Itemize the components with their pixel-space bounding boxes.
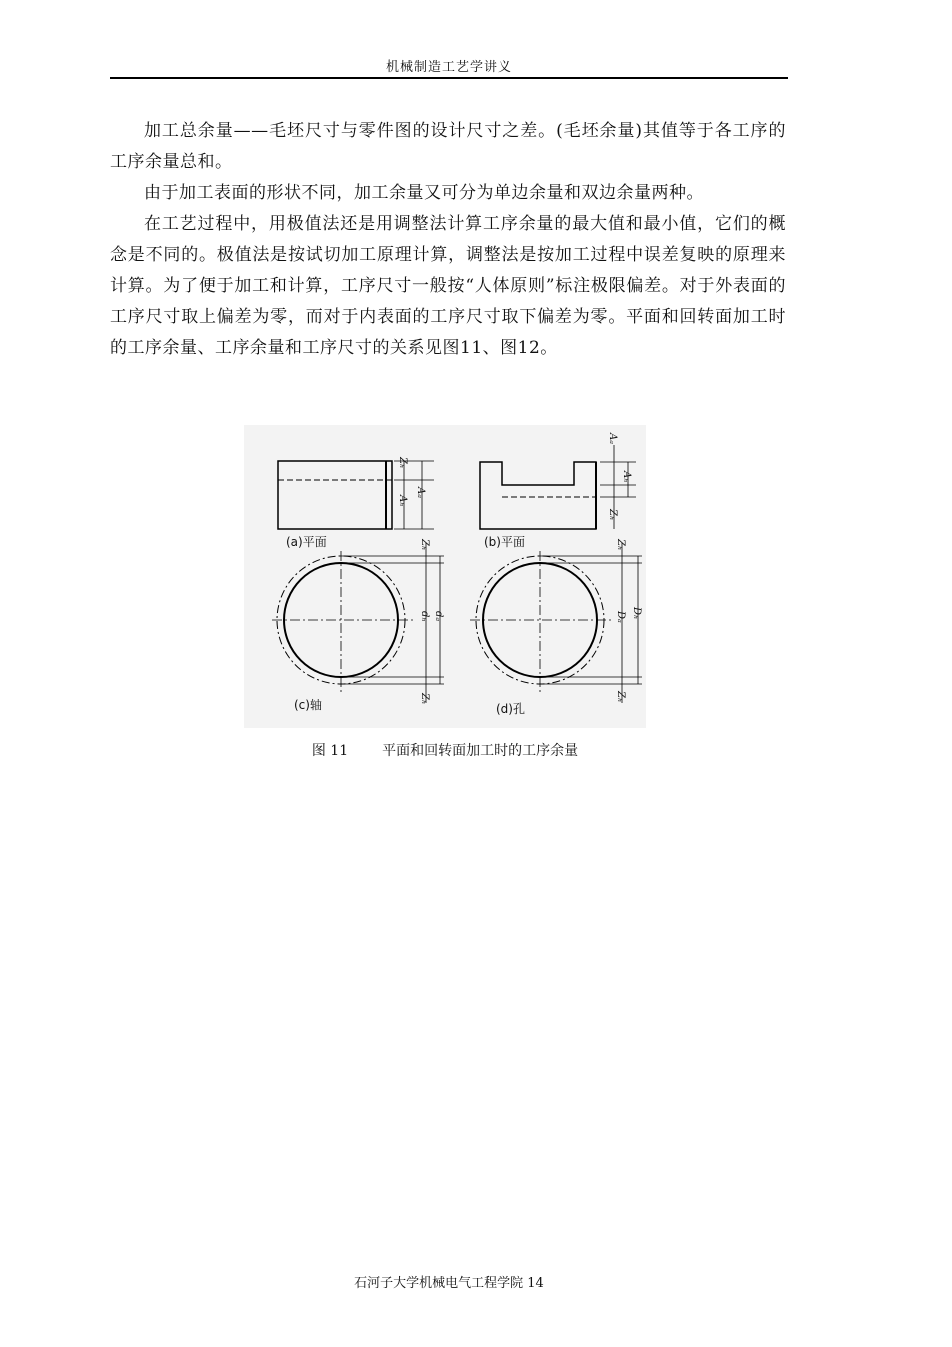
dim-d-zb: Zₕ — [615, 691, 626, 703]
dim-a-ab: Aₕ — [397, 495, 408, 507]
figure-11 — [244, 425, 646, 728]
paragraph-1: 加工总余量——毛坯尺寸与零件图的设计尺寸之差。(毛坯余量)其值等于各工序的工序余量总和。 — [110, 121, 786, 172]
dim-c-da: dₐ — [433, 611, 444, 622]
dim-d-db: Dₕ — [631, 607, 642, 620]
body-text — [110, 116, 786, 364]
page-header-title: 机械制造工艺学讲义 — [385, 60, 512, 75]
dim-b-z: Zₕ — [607, 509, 618, 521]
dim-d-zt: Zₕ — [615, 539, 626, 551]
panel-b-label: (b)平面 — [484, 535, 525, 549]
paragraph-3: 在工艺过程中，用极值法还是用调整法计算工序余量的最大值和最小值，它们的概念是不同的。极值法是按试切加工原理计算，调整法是按加工过程中误差复映的原理来计算。为了便于加工和计算，工序尺寸一般按“人体原则”标注极限偏差。对于外表面的工序尺寸取上偏差为零，而对于内表面的工序尺寸取下偏差为零。平面和回转面加工时的工序余量、工序余量和工序尺寸的关系见图11、图12。 — [110, 214, 786, 358]
dim-b-ab: Aₕ — [621, 471, 632, 483]
figure-caption-text: 平面和回转面加工时的工序余量 — [382, 743, 579, 759]
dim-a-z: Zₕ — [397, 457, 408, 469]
dim-c-db: dₕ — [419, 611, 430, 622]
dim-d-da: Dₐ — [615, 611, 626, 623]
panel-c-label: (c)轴 — [294, 698, 322, 712]
dim-a-aa: Aₐ — [415, 487, 426, 498]
figure-drawing — [244, 425, 646, 728]
dim-c-zb: Zₕ — [419, 693, 430, 705]
dim-c-zt: Zₕ — [419, 539, 430, 551]
dim-b-aa: Aₐ — [607, 433, 618, 444]
figure-caption-number: 图 11 — [311, 743, 349, 759]
panel-a-label: (a)平面 — [286, 535, 327, 549]
panel-d-label: (d)孔 — [496, 702, 525, 716]
page-footer: 石河子大学机械电气工程学院 14 — [354, 1276, 544, 1291]
figure-caption — [244, 740, 646, 760]
header-rule — [110, 77, 788, 79]
paragraph-2: 由于加工表面的形状不同，加工余量又可分为单边余量和双边余量两种。 — [144, 183, 704, 203]
